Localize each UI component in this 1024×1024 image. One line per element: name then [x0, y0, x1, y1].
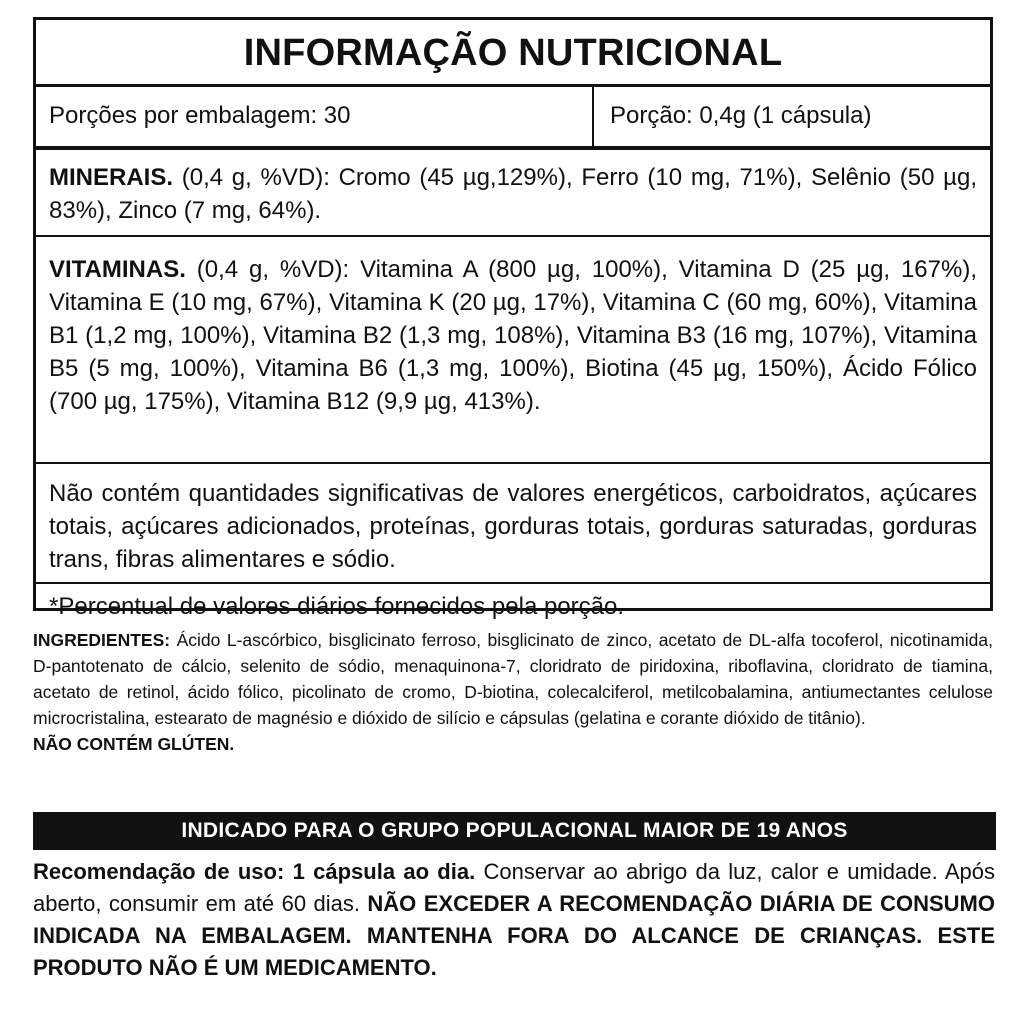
usage-recommendation: [33, 856, 995, 984]
table-title: INFORMAÇÃO NUTRICIONAL: [36, 20, 990, 87]
vitamins-section: [36, 237, 990, 464]
not-significant-note: Não contém quantidades significativas de valores energéticos, carboidratos, açúcares totais, açúcares adicionados, proteínas, gorduras totais, gorduras saturadas, gorduras trans, fibras alimentares e sódio.: [36, 464, 990, 584]
population-group-banner: INDICADO PARA O GRUPO POPULACIONAL MAIOR DE 19 ANOS: [33, 812, 996, 850]
warning-text: NÃO EXCEDER A RECOMENDAÇÃO DIÁRIA DE CONSUMO INDICADA NA EMBALAGEM. MANTENHA FORA DO ALCANCE DE CRIANÇAS. ESTE PRODUTO NÃO É UM MEDICAMENTO.: [33, 891, 995, 980]
minerals-label: MINERAIS.: [49, 164, 174, 191]
recommendation-label: Recomendação de uso: 1 cápsula ao dia.: [33, 859, 476, 884]
ingredients-label: INGREDIENTES:: [33, 630, 171, 650]
minerals-section: [36, 150, 990, 237]
vitamins-label: VITAMINAS.: [49, 256, 186, 283]
ingredients-text: Ácido L-ascórbico, bisglicinato ferroso, bisglicinato de zinco, acetato de DL-alfa tocoferol, nicotinamida, D-pantotenato de cálcio, selenito de sódio, menaquinona-7, cloridrato de piridoxina, riboflavina, cloridrato de tiamina, acetato de retinol, ácido fólico, picolinato de cromo, D-biotina, colecalciferol, metilcobalamina, antiumectantes celulose microcristalina, estearato de magnésio e dióxido de silício e cápsulas (gelatina e corante dióxido de titânio).: [33, 630, 993, 728]
serving-size: Porção: 0,4g (1 cápsula): [610, 102, 872, 129]
minerals-text: (0,4 g, %VD): Cromo (45 µg,129%), Ferro (10 mg, 71%), Selênio (50 µg, 83%), Zinco (7 mg, 64%).: [49, 164, 977, 224]
serving-info-row: [36, 87, 990, 150]
vitamins-text: (0,4 g, %VD): Vitamina A (800 µg, 100%), Vitamina D (25 µg, 167%), Vitamina E (10 mg, 67%), Vitamina K (20 µg, 17%), Vitamina C (60 mg, 60%), Vitamina B1 (1,2 mg, 100%), Vitamina B2 (1,3 mg, 108%), Vitamina B3 (16 mg, 107%), Vitamina B5 (5 mg, 100%), Vitamina B6 (1,3 mg, 100%), Biotina (45 µg, 150%), Ácido Fólico (700 µg, 175%), Vitamina B12 (9,9 µg, 413%).: [49, 256, 977, 415]
nutrition-facts-table: [33, 17, 993, 620]
recommendation-text: Conservar ao abrigo da luz, calor e umidade. Após aberto, consumir em até 60 dias.: [33, 859, 995, 916]
gluten-notice: NÃO CONTÉM GLÚTEN.: [33, 734, 235, 754]
daily-value-footnote: *Percentual de valores diários fornecidos pela porção.: [49, 593, 625, 620]
servings-per-package: Porções por embalagem: 30: [36, 87, 594, 146]
ingredients-block: [33, 627, 993, 757]
